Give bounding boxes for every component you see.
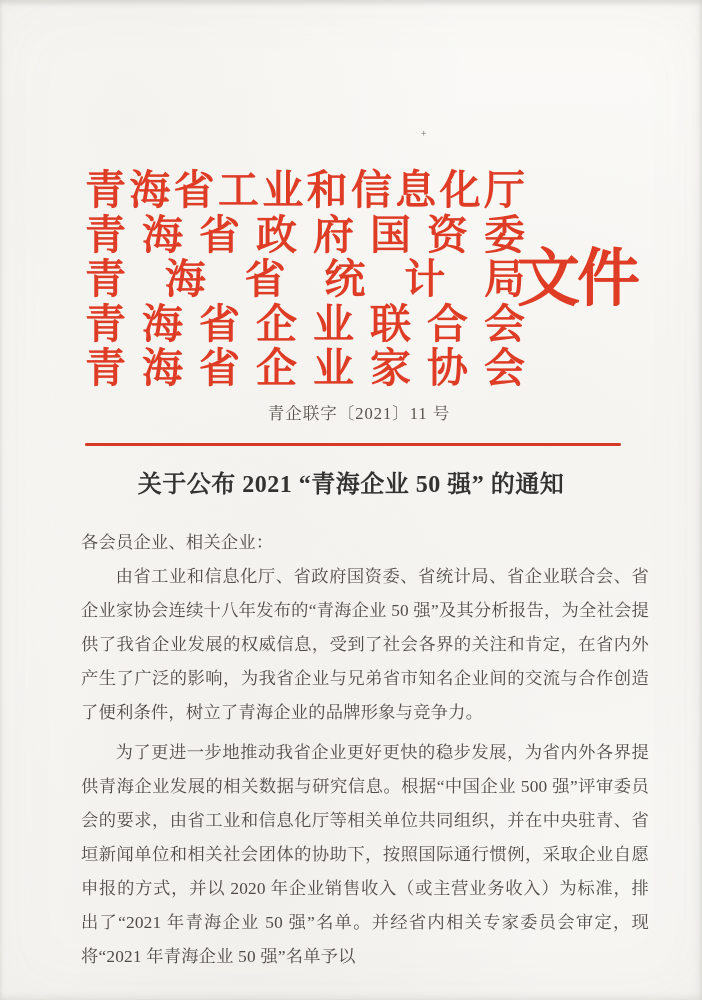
letterhead-org-line-4: 青 海 省 企 业 联 合 会 [85,300,525,347]
body-paragraph-2: 为了更进一步地推动我省企业更好更快的稳步发展，为省内外各界提供青海企业发展的相关数据与研究信息。根据“中国企业 500 强”评审委员会的要求，由省工业和信息化厅等相关单位共同组织，并在中央驻青、省垣新闻单位和相关社会团体的协助下，按照国际通行惯例，采取企业自愿申报的方式，并以 2020 年企业销售收入（或主营业务收入）为标准，排出了“2021 年青海企业 50 强”名单。并经省内相关专家委员会审定，现将“2021 年青海企业 50 强”名单予以 [81,743,649,966]
scan-artifact-mark: + [421,129,427,139]
letterhead-doc-label: 文件 [517,244,637,314]
document-title: 关于公布 2021 “青海企业 50 强” 的通知 [137,472,565,498]
red-divider-line [85,443,621,446]
document-body [81,526,649,974]
letterhead-org-line-1: 青 海 省 工 业 和 信 息 化 厅 [85,167,525,213]
doc-number: 青企联字〔2021〕11 号 [267,404,451,423]
letterhead-org-line-2: 青 海 省 政 府 国 资 委 [85,211,525,258]
letterhead-org-line-3: 青 海 省 统 计 局 [85,256,525,302]
body-paragraph-1: 由省工业和信息化厅、省政府国资委、省统计局、省企业联合会、省企业家协会连续十八年发布的“青海企业 50 强”及其分析报告，为全社会提供了我省企业发展的权威信息，受到了社会各界的关注和肯定，在省内外产生了广泛的影响，为我省企业与兄弟省市知名企业间的交流与合作创造了便利条件，树立了青海企业的品牌形象与竞争力。 [81,567,649,722]
letterhead-org-line-5: 青 海 省 企 业 家 协 会 [85,345,525,391]
salutation: 各会员企业、相关企业： [81,533,274,552]
letterhead [85,168,525,391]
